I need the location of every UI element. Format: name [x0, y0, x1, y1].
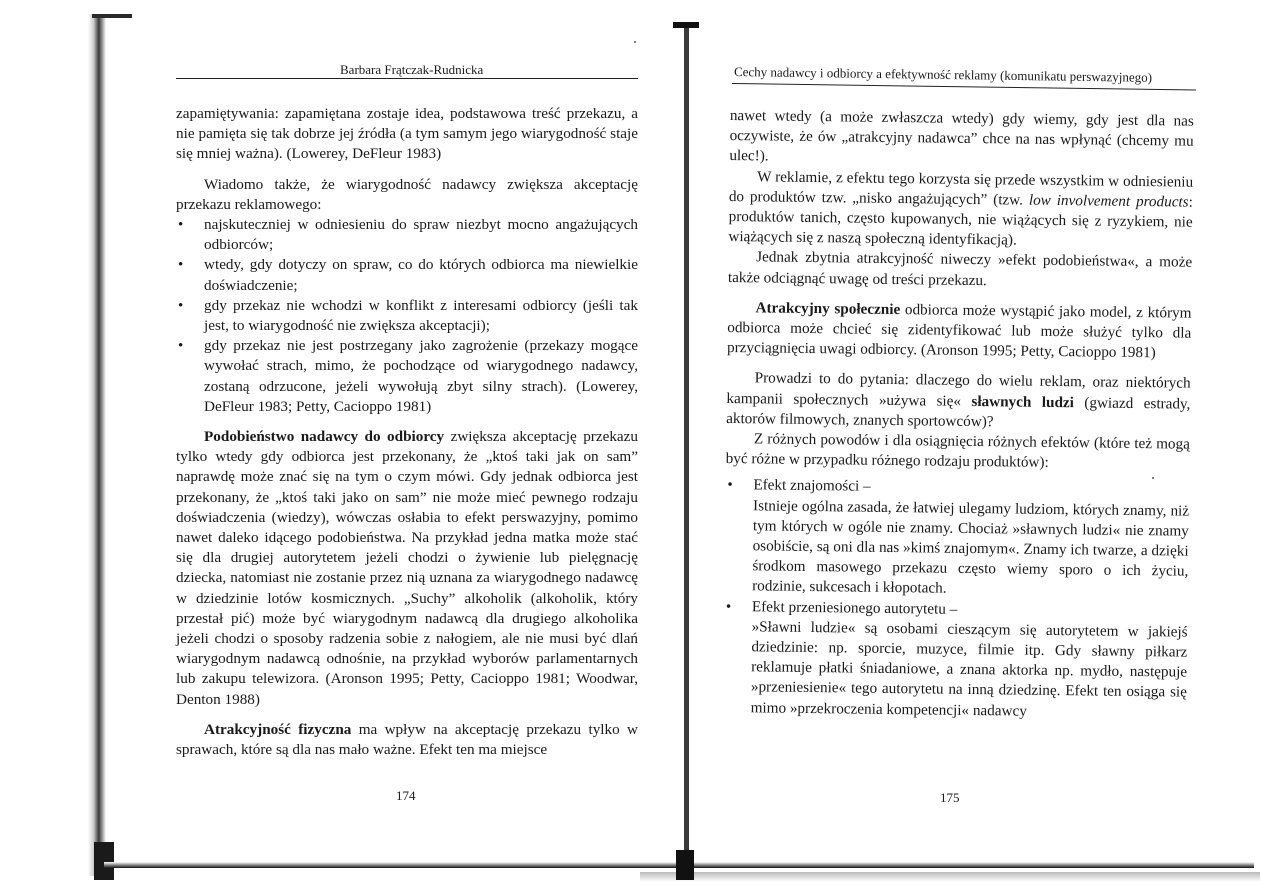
- bullet-text: gdy przekaz nie jest postrzegany jako zagrożenie (przekazy mogące wywołać strach, mimo, że pochodzące od wiarygodnego nadawcy, zostaną odrzucone, jeżeli wywołują zbyt silny strach). (Lowerey, DeFleur 1983; Petty, Cacioppo 1981): [204, 337, 638, 415]
- term-socially-attractive: Atrakcyjny społecznie: [755, 299, 901, 318]
- bullet-title: Efekt przeniesionego autorytetu –: [751, 597, 958, 618]
- left-paragraph-physical-attractiveness: Atrakcyjność fizyczna ma wpływ na akceptację przekazu tylko w sprawach, które są dla nas mało ważne. Efekt ten ma miejsce: [176, 720, 638, 759]
- bullet-text: gdy przekaz nie wchodzi w konflikt z interesami odbiorcy (jeśli tak jest, to wiarygodność nie zwiększa akceptacji);: [204, 296, 638, 335]
- bullet-icon: •: [727, 477, 733, 494]
- bottom-page-edge-shadow: [640, 872, 1260, 882]
- book-spine: [684, 24, 689, 872]
- list-item: [723, 597, 1188, 724]
- left-page-body: [176, 104, 638, 760]
- term-similarity: Podobieństwo nadawcy do odbiorcy: [204, 428, 445, 446]
- list-item: [724, 475, 1189, 602]
- book-spine-top-mark: [673, 22, 699, 28]
- left-header-rule: [176, 78, 638, 79]
- right-bullet-list: [723, 475, 1190, 723]
- bullet-text: Istnieje ogólna zasada, że łatwiej ulegamy ludziom, których znamy, niż tym których w ogóle nie znamy. Chociaż »sławnych ludzi« nie znamy osobiście, są oni dla nas »kimś znajomym«. Znamy ich twarze, a dzięki środkom masowego przekazu często wiemy sporo o ich życiu, rodzinie, sukcesach i kłopotach.: [752, 496, 1190, 598]
- list-item: [176, 336, 638, 417]
- bullet-icon: •: [725, 598, 732, 615]
- bullet-text: najskuteczniej w odniesieniu do spraw niezbyt mocno angażujących odbiorców;: [204, 216, 638, 254]
- term-famous-people: sławnych ludzi: [971, 392, 1075, 411]
- left-paragraph-similarity: Podobieństwo nadawcy do odbiorcy zwiększa akceptację przekazu tylko wtedy gdy odbiorca jest przekonany, że „ktoś taki jak on sam” naprawdę może znać się na tym o czym mówi. Gdy jednak odbiorca jest przekonany, że „ktoś taki jako on sam” nie może mieć pewnego rodzaju doświadczenia (wiedzy), wówczas osłabia to efekt perswazyjny, pomimo nawet daleko idącego podobieństwa. Na przykład jedna matka może stać się dla drugiej autorytetem jeżeli chodzi o żywienie lub pielęgnację dziecka, natomiast nie zostanie przez nią uznana za wiarygodnego nadawcę w dziedzinie lotów kosmicznych. „Suchy” alkoholik (alkoholik, który przestał pić) może być wiarygodnym nadawcą dla drugiego alkoholika jeżeli chodzi o sposoby radzenia sobie z nałogiem, ale nie musi być dlań wiarygodnym nadawcą odnośnie, na przykład wyborów parlamentarnych lub zakupu telewizora. (Aronson 1995; Petty, Cacioppo 1981; Woodwar, Denton 1988): [176, 428, 638, 708]
- bullet-icon: •: [178, 257, 184, 274]
- right-paragraph-reasons: Z różnych powodów i dla osiągnięcia różnych efektów (które też mogą być różne w przypadku różnego rodzaju produktów):: [725, 430, 1191, 472]
- left-page-bottom-mark: [94, 842, 114, 880]
- term-low-involvement: low involvement products: [1028, 191, 1189, 211]
- right-running-head: Cechy nadawcy i odbiorcy a efektywność reklamy (komunikatu perswazyjnego): [733, 64, 1153, 85]
- right-paragraph-3: Jednak zbytnia atrakcyjność niweczy »efekt podobieństwa«, a może także odciągnąć uwagę od treści przekazu.: [727, 248, 1193, 289]
- right-page-number: 175: [940, 790, 960, 805]
- term-physical-attractiveness: Atrakcyjność fizyczna: [204, 720, 352, 738]
- scan-speck: [634, 41, 636, 43]
- book-spine-bottom-mark: [676, 850, 694, 880]
- left-bullet-list: [176, 215, 638, 417]
- bullet-text: wtedy, gdy dotyczy on spraw, co do których odbiorca ma niewielkie doświadczenie;: [204, 256, 638, 294]
- bullet-title: Efekt znajomości –: [753, 476, 871, 496]
- bullet-icon: •: [178, 297, 184, 314]
- left-paragraph-2: Wiadomo także, że wiarygodność nadawcy zwiększa akceptację przekazu reklamowego:: [176, 175, 638, 213]
- left-page-edge-shadow: [88, 14, 106, 876]
- right-paragraph-socially-attractive: Atrakcyjny społecznie odbiorca może wystąpić jako model, z którym odbiorca może chcieć się zidentyfikować lub może służyć tylko dla przyciągnięcia uwagi odbiorcy. (Aronson 1995; Petty, Cacioppo 1981): [726, 299, 1192, 362]
- left-running-head: Barbara Frątczak-Rudnicka: [340, 62, 484, 77]
- list-item: [176, 215, 638, 255]
- right-paragraph-2: W reklamie, z efektu tego korzysta się przede wszystkim w odniesieniu do produktów tzw. „nisko angażujących” (tzw. low involvement products: produktów tanich, często kupowanych, nie wiążących się z ryzykiem, nie wiążących się z naszą społeczną identyfikacją).: [728, 167, 1194, 249]
- bullet-icon: •: [178, 338, 184, 355]
- left-page-number: 174: [396, 788, 416, 803]
- bullet-icon: •: [178, 217, 184, 234]
- left-page-corner-mark: [92, 14, 132, 18]
- list-item: [176, 296, 638, 336]
- right-paragraph-famous-people: Prowadzi to do pytania: dlaczego do wielu reklam, oraz niektórych kampanii społecznych »używa się« sławnych ludzi (gwiazd estrady, aktorów filmowych, znanych sportowców)?: [726, 369, 1191, 431]
- list-item: [176, 255, 638, 295]
- right-page-body: [723, 106, 1194, 724]
- right-paragraph-1: nawet wtedy (a może zwłaszcza wtedy) gdy wiemy, gdy jest dla nas oczywiste, że ów „atrakcyjny nadawca” chce na nas wpłynąć (chcemy mu ulec!).: [729, 106, 1194, 165]
- left-paragraph-1: zapamiętywania: zapamiętana zostaje idea, podstawowa treść przekazu, a nie pamięta się tak dobrze jej źródła (a tym samym jego wiarygodność staje się mniej ważna). (Lowerey, DeFleur 1983): [176, 105, 638, 163]
- bullet-text: »Sławni ludzie« są osobami cieszącym się autorytetem w jakiejś dziedzinie: np. sporcie, muzyce, filmie itp. Gdy sławny piłkarz reklamuje płatki śniadaniowe, a znana aktorka np. mydło, następuje »przeniesienie« tego autorytetu na inną dziedzinę. Efekt ten osiąga się mimo »przekroczenia kompetencji« nadawcy: [750, 618, 1188, 720]
